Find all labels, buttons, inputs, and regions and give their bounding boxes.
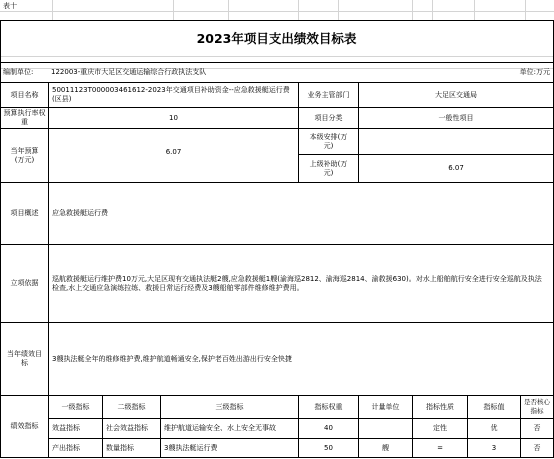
category-value: 一般性项目 xyxy=(438,113,474,122)
grid-line xyxy=(432,0,433,20)
table-border xyxy=(0,457,553,458)
perf-row-1-weight: 40 xyxy=(324,424,333,432)
grid-line xyxy=(52,0,53,20)
perf-row-2-nature: = xyxy=(437,443,443,452)
grid-line xyxy=(228,0,229,20)
grid-line xyxy=(0,56,554,57)
self-funded-value xyxy=(359,129,553,154)
perf-row-1-unit xyxy=(359,419,412,438)
org-value: 122003-重庆市大足区交通运输综合行政执法支队 xyxy=(51,68,207,76)
category-label: 项目分类 xyxy=(314,113,343,122)
perf-row-1-core: 否 xyxy=(533,424,541,432)
grid-line xyxy=(474,0,475,20)
project-name-value: 50011123T000003461612-2023年交通项目补助资金--应急救援艇运行费(区县) xyxy=(52,86,290,103)
perf-row-1-value: 优 xyxy=(490,424,498,432)
org-label: 编制单位: xyxy=(3,68,34,76)
perf-row-1-level3: 维护航道运输安全、水上安全无事故 xyxy=(164,424,276,432)
annual-budget-label: 当年预算(万元) xyxy=(10,146,39,164)
overview-value: 应急救援艇运行费 xyxy=(52,209,108,217)
page-title: 2023年项目支出绩效目标表 xyxy=(196,31,357,46)
perf-row-2-weight: 50 xyxy=(324,443,333,452)
perf-row-2-value: 3 xyxy=(491,443,497,452)
perf-header-unit: 计量单位 xyxy=(371,402,400,411)
upper-subsidy-label: 上级补助(万元) xyxy=(309,159,348,177)
perf-row-2-unit: 艘 xyxy=(382,443,389,452)
perf-row-2-level2: 数量指标 xyxy=(106,443,134,452)
perf-row-1-level1: 效益指标 xyxy=(52,424,80,432)
grid-line xyxy=(0,11,554,12)
perf-row-2-level3: 3艘执法艇运行费 xyxy=(164,443,218,452)
perf-row-1-nature: 定性 xyxy=(433,424,447,432)
perf-row-2-core: 否 xyxy=(533,443,541,452)
perf-header-core: 是否核心指标 xyxy=(524,398,550,415)
perf-header-value: 指标值 xyxy=(483,402,505,411)
grid-line xyxy=(338,0,339,20)
exec-rate-weight-value: 10 xyxy=(169,113,178,122)
perf-header-weight: 指标权重 xyxy=(314,402,343,411)
table-number: 表十 xyxy=(3,1,17,10)
upper-subsidy-value: 6.07 xyxy=(448,164,464,172)
dept-label: 业务主管部门 xyxy=(307,90,350,99)
grid-line xyxy=(298,0,299,20)
perf-header-level1: 一级指标 xyxy=(61,402,90,411)
basis-value: 巡航救援艇运行维护费10万元,大足区现有交通执法艇2艘,应急救援艇1艘(渝海巡2812、渝海巡2814、渝救援630)。对水上船舶航行安全进行安全巡航及执法检查,水上交通应急演练拉练、救援日常运行经费及3艘船舶零部件维修维护费用。 xyxy=(52,274,542,292)
perf-header-level3: 三级指标 xyxy=(215,402,244,411)
grid-line xyxy=(173,0,174,20)
annual-budget-value: 6.07 xyxy=(165,148,182,156)
perf-row-1-level2: 社会效益指标 xyxy=(106,424,148,432)
exec-rate-weight-label: 预算执行率权重 xyxy=(3,109,46,126)
perf-row-2-level1: 产出指标 xyxy=(52,443,80,452)
overview-label: 项目概述 xyxy=(10,209,39,217)
grid-line xyxy=(412,0,413,20)
annual-goal-label: 当年绩效目标 xyxy=(7,350,42,367)
project-name-label: 项目名称 xyxy=(10,90,39,99)
table-border xyxy=(0,20,553,21)
annual-goal-value: 3艘执法艇全年的维修维护费,维护航道畅通安全,保护老百姓出游出行安全快捷 xyxy=(52,354,292,363)
perf-header-level2: 二级指标 xyxy=(117,402,146,411)
grid-line xyxy=(525,0,526,20)
perf-header-nature: 指标性质 xyxy=(426,402,454,411)
perf-indicator-label: 绩效指标 xyxy=(10,422,39,430)
unit-label: 单位:万元 xyxy=(519,68,550,76)
dept-value: 大足区交通局 xyxy=(435,90,477,99)
basis-label: 立项依据 xyxy=(10,279,39,287)
self-funded-label: 本级安排(万元) xyxy=(309,132,348,150)
